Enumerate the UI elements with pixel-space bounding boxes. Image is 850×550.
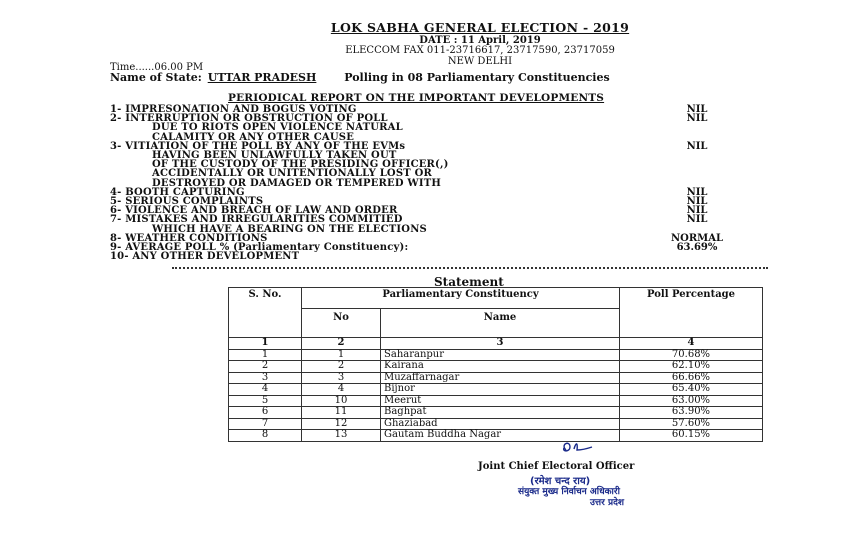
state-value: UTTAR PRADESH: [207, 71, 317, 84]
row-pc-name: Meerut: [381, 395, 620, 407]
row-sno: 5: [229, 395, 302, 407]
col-pc-header: Parliamentary Constituency: [302, 288, 620, 309]
report-item-value: NIL: [686, 113, 708, 125]
row-poll: 57.60%: [620, 418, 763, 430]
table-row: [229, 349, 763, 361]
row-poll: 65.40%: [620, 384, 763, 396]
state-label: Name of State:: [110, 71, 202, 84]
row-sno: 7: [229, 418, 302, 430]
table-row: [229, 384, 763, 396]
row-poll: 70.68%: [620, 349, 763, 361]
row-pc-no: 10: [302, 395, 381, 407]
report-item-line: DUE TO RIOTS OPEN VIOLENCE NATURAL: [152, 122, 403, 134]
report-item-line: 4- BOOTH CAPTURING: [110, 186, 245, 198]
designation: Joint Chief Electoral Officer: [478, 461, 635, 472]
row-pc-no: 4: [302, 384, 381, 396]
col-no-header: No: [302, 309, 381, 338]
report-item-line: 3- VITIATION OF THE POLL BY ANY OF THE EVMs: [110, 140, 406, 152]
row-pc-name: Saharanpur: [381, 349, 620, 361]
row-sno: 8: [229, 430, 302, 442]
report-item-line: HAVING BEEN UNLAWFULLY TAKEN OUT: [152, 150, 397, 161]
col-index-2: 2: [302, 338, 381, 350]
signature-scribble: [556, 438, 608, 458]
report-item-line: 5- SERIOUS COMPLAINTS: [110, 196, 264, 207]
polling-info: Polling in 08 Parliamentary Constituencies: [344, 71, 610, 84]
report-item-line: 9- AVERAGE POLL % (Parliamentary Constituency):: [110, 242, 409, 253]
stamp-title: संयुक्त मुख्य निर्वाचन अधिकारी: [518, 487, 620, 497]
report-item-line: 10- ANY OTHER DEVELOPMENT: [110, 251, 300, 263]
row-poll: 60.15%: [620, 430, 763, 442]
row-pc-name: Baghpat: [381, 407, 620, 419]
report-item-line: CALAMITY OR ANY OTHER CAUSE: [152, 131, 355, 143]
report-item-line: ACCIDENTALLY OR UNITENTIONALLY LOST OR: [152, 168, 433, 180]
report-heading: PERIODICAL REPORT ON THE IMPORTANT DEVELOPMENTS: [228, 92, 605, 104]
col-poll-header: Poll Percentage: [620, 288, 763, 338]
statement-table: [228, 287, 763, 442]
col-sno-header: S. No.: [229, 288, 302, 338]
table-row: [229, 407, 763, 419]
report-item-value: NIL: [686, 214, 708, 226]
table-row: [229, 395, 763, 407]
report-item-value: NORMAL: [670, 232, 724, 244]
row-pc-name: Muzaffarnagar: [381, 372, 620, 384]
row-pc-no: 13: [302, 430, 381, 442]
row-sno: 1: [229, 349, 302, 361]
stamp-state: उत्तर प्रदेश: [590, 498, 624, 508]
row-pc-no: 3: [302, 372, 381, 384]
report-item-line: 8- WEATHER CONDITIONS: [110, 232, 268, 244]
report-item-line: WHICH HAVE A BEARING ON THE ELECTIONS: [152, 223, 427, 235]
row-pc-name: Ghaziabad: [381, 418, 620, 430]
dotted-separator: [172, 267, 768, 269]
row-pc-name: Gautam Buddha Nagar: [381, 430, 620, 442]
fax-line: ELECCOM FAX 011-23716617, 23717590, 23717059: [345, 45, 615, 56]
statement-heading: Statement: [434, 275, 504, 289]
row-sno: 3: [229, 372, 302, 384]
table-row: [229, 418, 763, 430]
report-item-line: 7- MISTAKES AND IRREGULARITIES COMMITIED: [110, 214, 403, 226]
report-item-line: DESTROYED OR DAMAGED OR TEMPERED WITH: [152, 177, 442, 189]
row-pc-no: 1: [302, 349, 381, 361]
report-item-value: NIL: [686, 186, 708, 198]
report-item-value: NIL: [686, 196, 708, 207]
report-item-line: OF THE CUSTODY OF THE PRESIDING OFFICER(,): [152, 159, 449, 171]
row-pc-no: 2: [302, 361, 381, 373]
table-row: [229, 361, 763, 373]
report-item-value: NIL: [686, 140, 708, 152]
row-sno: 4: [229, 384, 302, 396]
row-poll: 66.66%: [620, 372, 763, 384]
statement-body: [229, 349, 763, 441]
report-item-line: 1- IMPRESONATION AND BOGUS VOTING: [110, 104, 357, 115]
document-title: LOK SABHA GENERAL ELECTION - 2019: [330, 20, 630, 35]
report-item-value: NIL: [686, 205, 708, 217]
row-pc-no: 11: [302, 407, 381, 419]
col-name-header: Name: [381, 309, 620, 338]
stamp-name: (रमेश चन्द राय): [530, 476, 591, 487]
report-item-line: 6- VIOLENCE AND BREACH OF LAW AND ORDER: [110, 205, 398, 217]
place-line: NEW DELHI: [447, 56, 513, 67]
report-item-value: 63.69%: [676, 242, 718, 253]
date-line: DATE : 11 April, 2019: [419, 35, 541, 46]
row-poll: 63.90%: [620, 407, 763, 419]
table-row: [229, 372, 763, 384]
row-pc-name: Bijnor: [381, 384, 620, 396]
col-index-4: 4: [620, 338, 763, 350]
col-index-3: 3: [381, 338, 620, 350]
row-poll: 63.00%: [620, 395, 763, 407]
table-row: [229, 430, 763, 442]
row-pc-no: 12: [302, 418, 381, 430]
state-row: [110, 71, 610, 84]
row-sno: 6: [229, 407, 302, 419]
time-line: Time......06.00 PM: [110, 62, 204, 73]
row-sno: 2: [229, 361, 302, 373]
report-item-line: 2- INTERRUPTION OR OBSTRUCTION OF POLL: [110, 113, 388, 125]
report-item-value: NIL: [686, 104, 708, 115]
row-pc-name: Kairana: [381, 361, 620, 373]
row-poll: 62.10%: [620, 361, 763, 373]
col-index-1: 1: [229, 338, 302, 350]
